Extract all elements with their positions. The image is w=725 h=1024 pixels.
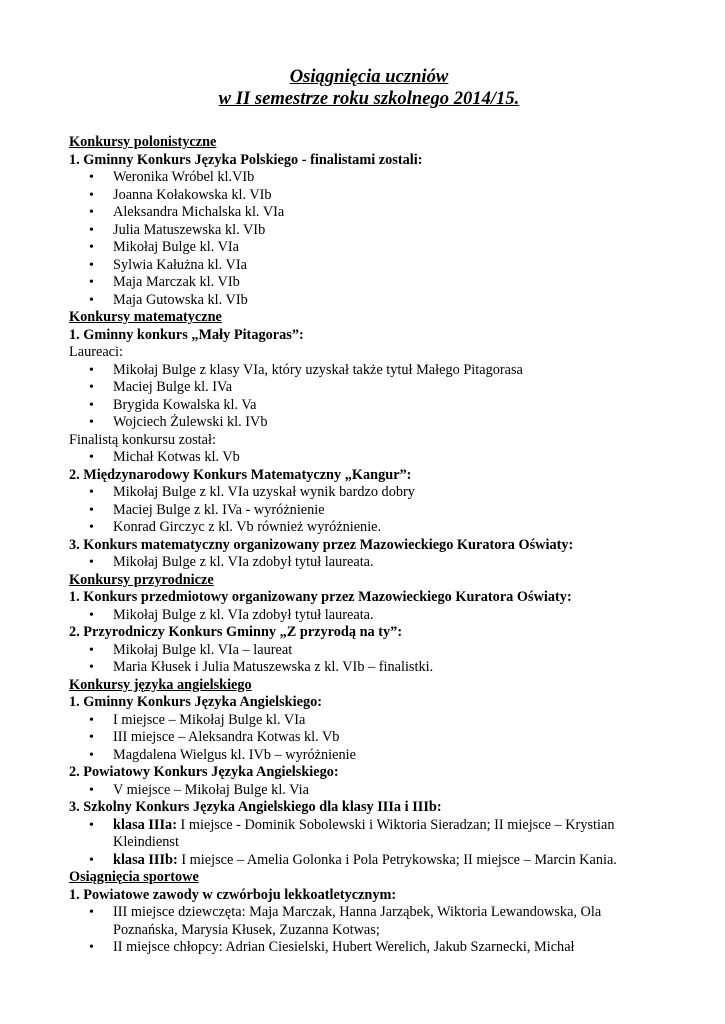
- list-item: • Wojciech Żulewski kl. IVb: [69, 414, 669, 432]
- list-item: • Weronika Wróbel kl.VIb: [69, 169, 669, 187]
- section-title: Osiągnięcia sportowe: [69, 869, 199, 885]
- list-item: [69, 817, 669, 852]
- section-title: Konkursy matematyczne: [69, 309, 222, 325]
- bullet-list: [69, 449, 669, 467]
- list-item: • Mikołaj Bulge z klasy VIa, który uzyskał także tytuł Małego Pitagorasa: [69, 362, 669, 380]
- list-item: • III miejsce – Aleksandra Kotwas kl. Vb: [69, 729, 669, 747]
- list-item: • Michał Kotwas kl. Vb: [69, 449, 669, 467]
- list-item: • Mikołaj Bulge z kl. VIa zdobył tytuł laureata.: [69, 607, 669, 625]
- sections-container: [69, 134, 669, 957]
- list-item: • Brygida Kowalska kl. Va: [69, 397, 669, 415]
- list-item: • Konrad Girczyc z kl. Vb również wyróżnienie.: [69, 519, 669, 537]
- list-item: • Mikołaj Bulge z kl. VIa zdobył tytuł laureata.: [69, 554, 669, 572]
- list-item: • Julia Matuszewska kl. VIb: [69, 222, 669, 240]
- section: [69, 869, 669, 957]
- competition-heading: 1. Gminny konkurs „Mały Pitagoras”:: [69, 326, 304, 343]
- title-line-1: Osiągnięcia uczniów: [289, 66, 449, 87]
- list-item: [69, 852, 669, 870]
- list-item: • Aleksandra Michalska kl. VIa: [69, 204, 669, 222]
- bullet-list: [69, 607, 669, 625]
- bullet-list: [69, 642, 669, 677]
- bullet-list: [69, 554, 669, 572]
- bullet-list: [69, 712, 669, 765]
- competition-heading: 2. Międzynarodowy Konkurs Matematyczny „Kangur”:: [69, 466, 412, 483]
- list-item: • Maciej Bulge z kl. IVa - wyróżnienie: [69, 502, 669, 520]
- section: [69, 309, 669, 572]
- subgroup-label: Laureaci:: [69, 344, 123, 360]
- class-label: klasa IIIb:: [113, 851, 178, 868]
- competition-heading: 1. Gminny Konkurs Języka Polskiego - finalistami zostali:: [69, 151, 423, 168]
- bullet-list: [69, 484, 669, 537]
- competition-heading: 3. Szkolny Konkurs Języka Angielskiego dla klasy IIIa i IIIb:: [69, 799, 442, 815]
- list-item: • V miejsce – Mikołaj Bulge kl. Via: [69, 782, 669, 800]
- list-item: • Mikołaj Bulge kl. VIa: [69, 239, 669, 257]
- competition-heading: 3. Konkurs matematyczny organizowany przez Mazowieckiego Kuratora Oświaty:: [69, 536, 574, 553]
- section-title: Konkursy języka angielskiego: [69, 676, 252, 693]
- list-item: • Maja Marczak kl. VIb: [69, 274, 669, 292]
- list-item: • I miejsce – Mikołaj Bulge kl. VIa: [69, 712, 669, 730]
- list-item-text: I miejsce - Dominik Sobolewski i Wiktoria Sieradzan; II miejsce – Krystian Kleindienst: [113, 816, 615, 850]
- document-title: [69, 66, 669, 110]
- list-item: • Mikołaj Bulge z kl. VIa uzyskał wynik bardzo dobry: [69, 484, 669, 502]
- competition-heading: 1. Gminny Konkurs Języka Angielskiego:: [69, 694, 323, 710]
- competition-heading: 2. Przyrodniczy Konkurs Gminny „Z przyrodą na ty”:: [69, 624, 403, 640]
- list-item: • III miejsce dziewczęta: Maja Marczak, Hanna Jarząbek, Wiktoria Lewandowska, Ola Poznańska, Marysia Kłusek, Zuzanna Kotwas;: [69, 904, 669, 939]
- bullet-list: [69, 904, 669, 957]
- section: [69, 572, 669, 677]
- bullet-list: [69, 362, 669, 432]
- list-item: • Mikołaj Bulge kl. VIa – laureat: [69, 642, 669, 660]
- list-item-text: I miejsce – Amelia Golonka i Pola Petrykowska; II miejsce – Marcin Kania.: [177, 851, 617, 868]
- list-item: • II miejsce chłopcy: Adrian Ciesielski, Hubert Werelich, Jakub Szarnecki, Michał: [69, 939, 669, 957]
- document-page: [69, 66, 669, 957]
- section-title: Konkursy polonistyczne: [69, 134, 217, 150]
- subgroup-label: Finalistą konkursu został:: [69, 431, 216, 448]
- competition-heading: 2. Powiatowy Konkurs Języka Angielskiego:: [69, 764, 339, 780]
- section: [69, 677, 669, 870]
- bullet-list: [69, 782, 669, 800]
- list-item: • Maria Kłusek i Julia Matuszewska z kl. VIb – finalistki.: [69, 659, 669, 677]
- section: [69, 134, 669, 309]
- competition-heading: 1. Konkurs przedmiotowy organizowany przez Mazowieckiego Kuratora Oświaty:: [69, 589, 572, 605]
- title-line-2: w II semestrze roku szkolnego 2014/15.: [218, 88, 520, 109]
- bullet-list: [69, 169, 669, 309]
- class-label: klasa IIIa:: [113, 816, 177, 833]
- list-item: • Maja Gutowska kl. VIb: [69, 292, 669, 310]
- section-title: Konkursy przyrodnicze: [69, 571, 214, 588]
- list-item: • Magdalena Wielgus kl. IVb – wyróżnienie: [69, 747, 669, 765]
- list-item: • Sylwia Kałużna kl. VIa: [69, 257, 669, 275]
- list-item: • Maciej Bulge kl. IVa: [69, 379, 669, 397]
- competition-heading: 1. Powiatowe zawody w czwórboju lekkoatletycznym:: [69, 886, 397, 903]
- bullet-list: [69, 817, 669, 870]
- list-item: • Joanna Kołakowska kl. VIb: [69, 187, 669, 205]
